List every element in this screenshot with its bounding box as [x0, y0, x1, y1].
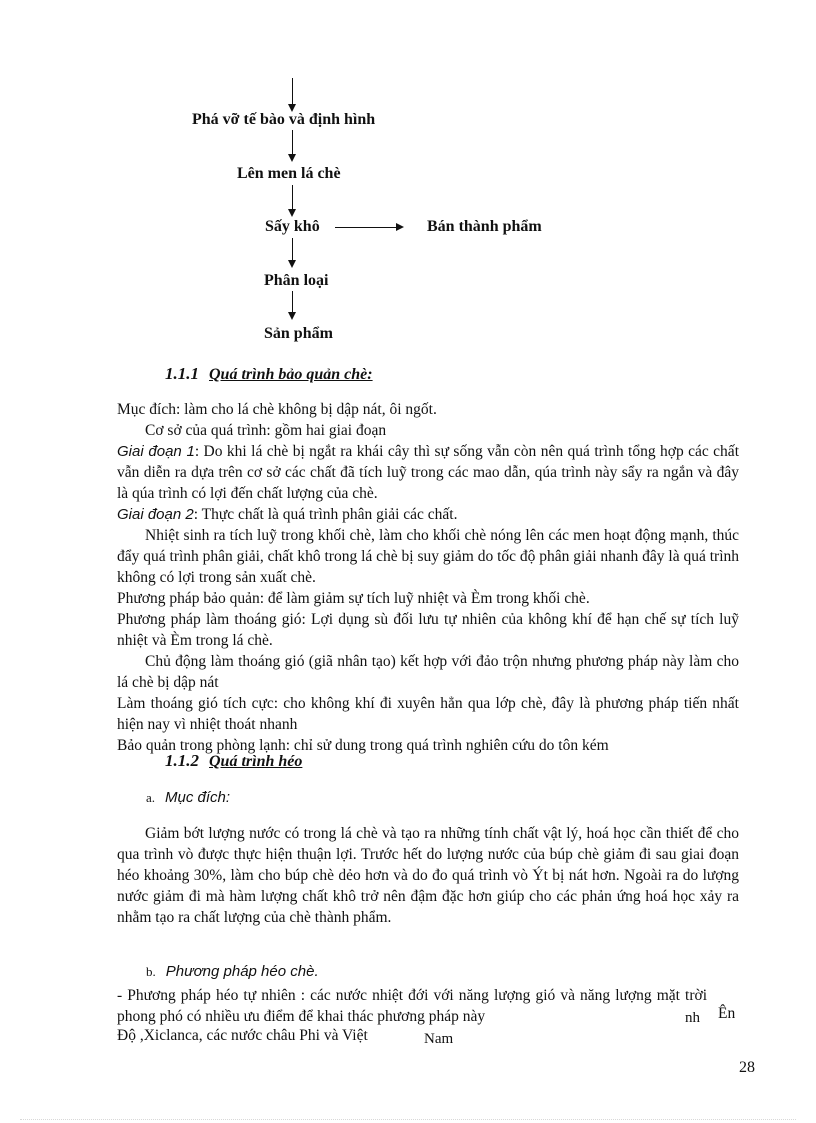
paragraph — [117, 441, 739, 504]
phase-label: Giai đoạn 2 — [117, 506, 194, 523]
text-line: Độ ,Xiclanca, các nước châu Phi và Việt — [117, 1027, 368, 1044]
paragraph-text: : Thực chất là quá trình phân giải các chất. — [193, 506, 458, 523]
section-heading-112 — [165, 751, 302, 771]
text-fragment: Ên — [718, 1005, 736, 1022]
paragraph — [117, 504, 739, 525]
section-number: 1.1.1 — [165, 364, 199, 383]
sub-title: Mục đích: — [165, 789, 231, 806]
flow-side-output: Bán thành phẩm — [427, 218, 542, 235]
flow-step-4: Phân loại — [264, 272, 329, 289]
flow-arrowhead-right — [396, 223, 404, 231]
paragraph: Mục đích: làm cho lá chè không bị dập nát, ôi ngốt. — [117, 401, 437, 418]
section-heading-111 — [165, 364, 373, 384]
paragraph: Giảm bớt lượng nước có trong lá chè và tạo ra những tính chất vật lý, hoá học cần thiết để cho qua trình vò được thực hiện thuận lợi. Trước hết do lượng nước của búp chè giảm đi sau giai đoạn héo khoảng 30%, làm cho búp chè dẻo hơn và do đo quá trình vò Ýt bị nát hơn. Ngoài ra do lượng nước giảm đi mà hàm lượng chất khô trở nên đậm đặc hơn giúp cho các phản ứng hoá học xảy ra nhằm tạo ra chất lượng của chè thành phẩm. — [117, 825, 739, 926]
flow-arrowhead — [288, 260, 296, 268]
paragraph: Phương pháp bảo quản: để làm giảm sự tích luỹ nhiệt và Èm trong khối chè. — [117, 590, 590, 607]
paragraph: Bảo quản trong phòng lạnh: chỉ sử dung trong quá trình nghiên cứu do tôn kém — [117, 737, 609, 754]
flow-line-side — [335, 227, 397, 228]
body-block-1 — [117, 399, 739, 756]
paragraph: Chủ động làm thoáng gió (giã nhân tạo) kết hợp với đảo trộn nhưng phương pháp này làm cho lá chè bị dập nát — [117, 653, 739, 691]
flow-step-5: Sản phẩm — [264, 325, 333, 342]
section-title: Quá trình bảo quản chè: — [209, 366, 373, 383]
flow-step-2: Lên men lá chè — [237, 165, 341, 182]
text-fragment: Nam — [424, 1031, 454, 1047]
page-border — [20, 1119, 796, 1120]
flow-arrowhead — [288, 312, 296, 320]
section-number: 1.1.2 — [165, 751, 199, 770]
paragraph: Phương pháp làm thoáng gió: Lợi dụng sù đối lưu tự nhiên của không khí để hạn chế sự tích luỹ nhiệt và Èm trong lá chè. — [117, 611, 739, 649]
paragraph: Làm thoáng gió tích cực: cho không khí đi xuyên hẳn qua lớp chè, đây là phương pháp tiến nhất hiện nay vì nhiệt thoát nhanh — [117, 695, 739, 733]
section-title: Quá trình héo — [209, 753, 303, 770]
paragraph-text: : Do khi lá chè bị ngắt ra khái cây thì sự sống vẫn còn nên quá trình tổng hợp các chất vẫn diễn ra dựa trên cơ sở các chất đã tích luỹ trong các mao dẫn, qúa trình này sẩy ra ngắn và đây là qúa trình có lợi đến chất lượng của chè. — [117, 443, 739, 502]
flow-arrowhead — [288, 154, 296, 162]
flow-arrowhead — [288, 209, 296, 217]
sub-title: Phương pháp héo chè. — [165, 963, 319, 980]
sub-letter: a. — [146, 790, 156, 805]
flow-step-3: Sấy khô — [265, 218, 320, 235]
body-block-3 — [117, 985, 707, 1027]
paragraph: - Phương pháp héo tự nhiên : các nước nhiệt đới với năng lượng gió và năng lượng mặt trời phong phó có nhiều ưu điểm để khai thác phương pháp này — [117, 987, 707, 1025]
subheading-a — [146, 789, 230, 807]
text-fragment: nh — [685, 1010, 700, 1026]
flow-step-1: Phá vỡ tế bào và định hình — [192, 111, 376, 128]
paragraph: Cơ sở của quá trình: gồm hai giai đoạn — [145, 422, 387, 439]
subheading-b — [146, 963, 319, 981]
body-block-2 — [117, 823, 739, 928]
sub-letter: b. — [146, 964, 156, 979]
phase-label: Giai đoạn 1 — [117, 443, 195, 460]
paragraph: Nhiệt sinh ra tích luỹ trong khối chè, làm cho khối chè nóng lên các men hoạt động mạnh, thúc đẩy quá trình phân giải, chất khô trong lá chè bị suy giảm do tốc độ phân giải nhanh đây là quá trình không có lợi trong sản xuất chè. — [117, 527, 739, 586]
page-number: 28 — [739, 1059, 755, 1076]
